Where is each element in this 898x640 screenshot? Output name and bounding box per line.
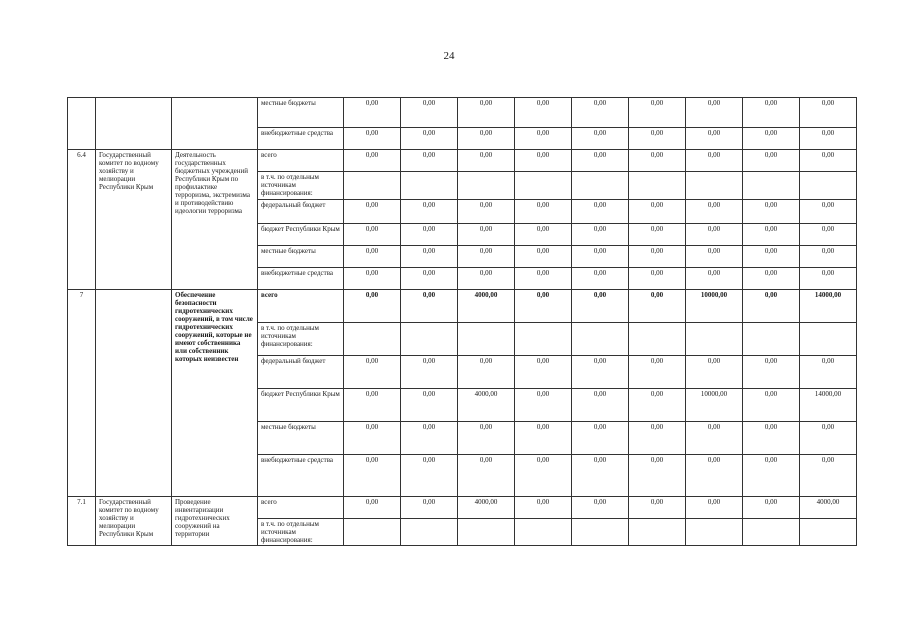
amount-cell [743, 519, 800, 546]
amount-cell: 0,00 [629, 150, 686, 172]
amount-cell: 0,00 [401, 455, 458, 497]
amount-cell: 4000,00 [800, 497, 857, 519]
amount-cell: 0,00 [344, 422, 401, 455]
amount-cell: 0,00 [458, 224, 515, 246]
amount-cell: 0,00 [686, 128, 743, 150]
amount-cell [458, 172, 515, 200]
amount-cell: 0,00 [344, 200, 401, 224]
amount-cell: 0,00 [344, 290, 401, 323]
amount-cell [800, 519, 857, 546]
amount-cell: 0,00 [629, 290, 686, 323]
page-number: 24 [443, 50, 455, 62]
funding-source-label: бюджет Республики Крым [258, 224, 344, 246]
amount-cell: 0,00 [800, 246, 857, 268]
amount-cell: 0,00 [458, 246, 515, 268]
funding-source-label: бюджет Республики Крым [258, 389, 344, 422]
amount-cell: 0,00 [401, 389, 458, 422]
amount-cell: 0,00 [800, 128, 857, 150]
amount-cell [572, 519, 629, 546]
amount-cell: 0,00 [572, 98, 629, 128]
funding-source-label: местные бюджеты [258, 422, 344, 455]
funding-source-label: в т.ч. по отдельным источникам финансирования: [258, 172, 344, 200]
amount-cell: 0,00 [629, 128, 686, 150]
amount-cell [572, 172, 629, 200]
row-index: 7 [68, 290, 96, 497]
amount-cell: 0,00 [401, 150, 458, 172]
amount-cell: 0,00 [515, 497, 572, 519]
amount-cell: 0,00 [458, 150, 515, 172]
amount-cell: 0,00 [515, 356, 572, 389]
amount-cell: 0,00 [344, 150, 401, 172]
amount-cell [743, 323, 800, 356]
funding-source-label: всего [258, 150, 344, 172]
amount-cell: 0,00 [344, 268, 401, 290]
amount-cell: 0,00 [629, 246, 686, 268]
amount-cell [686, 519, 743, 546]
amount-cell: 0,00 [458, 422, 515, 455]
amount-cell: 0,00 [401, 246, 458, 268]
amount-cell: 0,00 [800, 268, 857, 290]
amount-cell: 0,00 [572, 455, 629, 497]
amount-cell: 10000,00 [686, 389, 743, 422]
amount-cell: 0,00 [458, 356, 515, 389]
amount-cell: 0,00 [572, 200, 629, 224]
amount-cell: 0,00 [344, 455, 401, 497]
amount-cell [629, 323, 686, 356]
amount-cell: 0,00 [800, 455, 857, 497]
amount-cell [800, 323, 857, 356]
funding-source-label: внебюджетные средства [258, 128, 344, 150]
funding-source-label: местные бюджеты [258, 246, 344, 268]
amount-cell [800, 172, 857, 200]
funding-source-label: местные бюджеты [258, 98, 344, 128]
amount-cell: 0,00 [800, 150, 857, 172]
amount-cell: 0,00 [401, 268, 458, 290]
amount-cell: 14000,00 [800, 290, 857, 323]
amount-cell: 0,00 [515, 268, 572, 290]
amount-cell: 0,00 [515, 455, 572, 497]
amount-cell [515, 172, 572, 200]
amount-cell: 0,00 [458, 200, 515, 224]
amount-cell: 0,00 [401, 290, 458, 323]
amount-cell [572, 323, 629, 356]
amount-cell [344, 519, 401, 546]
amount-cell: 0,00 [515, 98, 572, 128]
amount-cell: 0,00 [458, 455, 515, 497]
amount-cell: 0,00 [629, 389, 686, 422]
amount-cell: 0,00 [515, 290, 572, 323]
amount-cell: 0,00 [686, 246, 743, 268]
amount-cell: 0,00 [743, 290, 800, 323]
amount-cell [401, 172, 458, 200]
table-row [68, 290, 857, 323]
amount-cell: 0,00 [572, 290, 629, 323]
amount-cell: 0,00 [401, 422, 458, 455]
amount-cell: 0,00 [401, 200, 458, 224]
amount-cell: 4000,00 [458, 497, 515, 519]
amount-cell: 0,00 [686, 268, 743, 290]
amount-cell: 0,00 [572, 389, 629, 422]
amount-cell: 0,00 [743, 128, 800, 150]
amount-cell: 0,00 [344, 98, 401, 128]
amount-cell: 0,00 [401, 128, 458, 150]
amount-cell [401, 323, 458, 356]
amount-cell [401, 519, 458, 546]
amount-cell: 0,00 [743, 422, 800, 455]
amount-cell [686, 323, 743, 356]
amount-cell: 0,00 [572, 150, 629, 172]
amount-cell: 0,00 [344, 224, 401, 246]
activity-cell: Проведение инвентаризации гидротехнических сооружений на территории [172, 497, 258, 546]
executor-cell: Государственный комитет по водному хозяйству и мелиорации Республики Крым [96, 150, 172, 290]
amount-cell: 0,00 [743, 246, 800, 268]
amount-cell: 0,00 [629, 268, 686, 290]
table-row [68, 98, 857, 128]
funding-source-label: всего [258, 290, 344, 323]
table-row [68, 150, 857, 172]
funding-source-label: в т.ч. по отдельным источникам финансирования: [258, 323, 344, 356]
amount-cell: 0,00 [572, 497, 629, 519]
amount-cell: 0,00 [344, 246, 401, 268]
funding-source-label: внебюджетные средства [258, 268, 344, 290]
amount-cell: 0,00 [686, 497, 743, 519]
amount-cell: 0,00 [629, 422, 686, 455]
activity-cell: Деятельность государственных бюджетных учреждений Республики Крым по профилактике терроризма, экстремизма и противодействию идеологии терроризма [172, 150, 258, 290]
amount-cell: 0,00 [572, 128, 629, 150]
amount-cell: 0,00 [743, 200, 800, 224]
executor-cell [96, 98, 172, 150]
amount-cell: 0,00 [686, 224, 743, 246]
amount-cell: 0,00 [515, 224, 572, 246]
amount-cell: 0,00 [686, 356, 743, 389]
executor-cell: Государственный комитет по водному хозяйству и мелиорации Республики Крым [96, 497, 172, 546]
amount-cell: 0,00 [344, 497, 401, 519]
amount-cell: 0,00 [800, 422, 857, 455]
amount-cell: 0,00 [743, 497, 800, 519]
amount-cell [629, 172, 686, 200]
amount-cell: 0,00 [401, 224, 458, 246]
row-index: 6.4 [68, 150, 96, 290]
funding-source-label: в т.ч. по отдельным источникам финансирования: [258, 519, 344, 546]
amount-cell: 0,00 [572, 268, 629, 290]
amount-cell: 14000,00 [800, 389, 857, 422]
table-row [68, 497, 857, 519]
amount-cell [686, 172, 743, 200]
amount-cell: 0,00 [401, 497, 458, 519]
amount-cell [344, 323, 401, 356]
amount-cell: 0,00 [743, 224, 800, 246]
amount-cell: 0,00 [629, 455, 686, 497]
amount-cell: 0,00 [344, 389, 401, 422]
funding-source-label: внебюджетные средства [258, 455, 344, 497]
amount-cell [629, 519, 686, 546]
amount-cell: 0,00 [515, 422, 572, 455]
amount-cell: 0,00 [515, 389, 572, 422]
amount-cell: 0,00 [401, 98, 458, 128]
amount-cell [458, 519, 515, 546]
amount-cell: 0,00 [743, 268, 800, 290]
amount-cell: 0,00 [800, 356, 857, 389]
funding-source-label: всего [258, 497, 344, 519]
budget-table [67, 97, 857, 546]
amount-cell [515, 323, 572, 356]
amount-cell: 0,00 [686, 150, 743, 172]
activity-cell [172, 98, 258, 150]
amount-cell: 0,00 [629, 356, 686, 389]
amount-cell [515, 519, 572, 546]
amount-cell: 0,00 [344, 356, 401, 389]
amount-cell: 0,00 [515, 150, 572, 172]
amount-cell: 0,00 [686, 455, 743, 497]
amount-cell: 0,00 [686, 98, 743, 128]
amount-cell: 10000,00 [686, 290, 743, 323]
row-index [68, 98, 96, 150]
amount-cell: 0,00 [686, 422, 743, 455]
funding-source-label: федеральный бюджет [258, 356, 344, 389]
amount-cell: 0,00 [743, 389, 800, 422]
amount-cell: 0,00 [515, 246, 572, 268]
amount-cell [743, 172, 800, 200]
amount-cell: 0,00 [629, 200, 686, 224]
amount-cell: 0,00 [629, 497, 686, 519]
amount-cell: 0,00 [344, 128, 401, 150]
amount-cell: 0,00 [572, 224, 629, 246]
amount-cell: 0,00 [458, 268, 515, 290]
amount-cell: 0,00 [629, 224, 686, 246]
amount-cell: 0,00 [800, 200, 857, 224]
amount-cell: 0,00 [515, 200, 572, 224]
amount-cell: 4000,00 [458, 290, 515, 323]
amount-cell: 0,00 [458, 128, 515, 150]
amount-cell: 0,00 [515, 128, 572, 150]
amount-cell: 0,00 [572, 422, 629, 455]
amount-cell: 0,00 [629, 98, 686, 128]
amount-cell: 0,00 [743, 150, 800, 172]
amount-cell: 4000,00 [458, 389, 515, 422]
amount-cell [458, 323, 515, 356]
amount-cell [344, 172, 401, 200]
funding-source-label: федеральный бюджет [258, 200, 344, 224]
executor-cell [96, 290, 172, 497]
amount-cell: 0,00 [401, 356, 458, 389]
amount-cell: 0,00 [743, 98, 800, 128]
amount-cell: 0,00 [458, 98, 515, 128]
activity-cell: Обеспечение безопасности гидротехнических сооружений, в том числе гидротехнических сооружений, которые не имеют собственника или собственник которых неизвестен [172, 290, 258, 497]
amount-cell: 0,00 [686, 200, 743, 224]
amount-cell: 0,00 [743, 455, 800, 497]
row-index: 7.1 [68, 497, 96, 546]
amount-cell: 0,00 [572, 246, 629, 268]
amount-cell: 0,00 [743, 356, 800, 389]
amount-cell: 0,00 [800, 224, 857, 246]
amount-cell: 0,00 [572, 356, 629, 389]
amount-cell: 0,00 [800, 98, 857, 128]
